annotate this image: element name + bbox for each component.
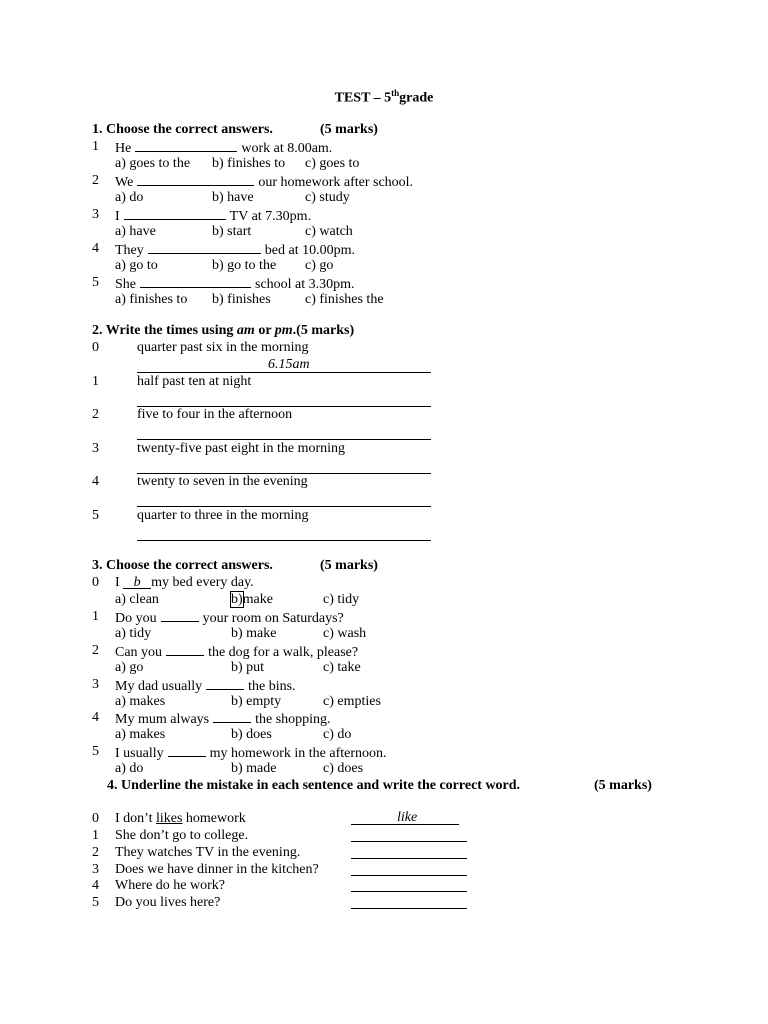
answer-line[interactable]: [137, 525, 431, 541]
option-b[interactable]: b) empty: [231, 693, 282, 709]
option-b[interactable]: b) have: [212, 190, 254, 205]
option-c[interactable]: c) study: [305, 190, 350, 205]
option-a[interactable]: a) do: [115, 190, 144, 205]
answer-blank[interactable]: [148, 240, 261, 254]
section4-marks: (5 marks): [594, 778, 652, 793]
title-text: TEST – 5: [334, 90, 392, 106]
option-c[interactable]: c) finishes the: [305, 292, 384, 307]
option-a[interactable]: a) go: [115, 659, 144, 675]
option-b[interactable]: b) put: [231, 659, 265, 675]
option-c[interactable]: c) goes to: [305, 156, 360, 171]
correction-answer-line[interactable]: [351, 894, 467, 909]
answer-line[interactable]: [137, 424, 431, 440]
section4-example-answer-line: [351, 810, 459, 825]
answer-line[interactable]: [137, 458, 431, 474]
option-b[interactable]: b) made: [231, 761, 277, 777]
option-a[interactable]: a) do: [115, 761, 144, 777]
answer-blank[interactable]: [135, 138, 237, 152]
answer-blank[interactable]: [168, 743, 206, 757]
title-superscript: th: [391, 88, 400, 98]
answer-blank[interactable]: [124, 206, 226, 220]
correction-answer-line[interactable]: [351, 861, 467, 876]
option-b[interactable]: b) make: [231, 626, 277, 641]
answer-line[interactable]: [137, 391, 431, 407]
option-b[interactable]: b) does: [231, 727, 272, 743]
answer-line[interactable]: [137, 357, 431, 373]
option-c[interactable]: c) watch: [305, 224, 353, 239]
option-c[interactable]: c) wash: [323, 626, 367, 641]
section1-heading: 1. Choose the correct answers.: [92, 122, 273, 137]
section3-heading: 3. Choose the correct answers.: [92, 558, 273, 573]
page-title: [0, 88, 768, 107]
option-b[interactable]: b) finishes: [212, 292, 271, 307]
option-a[interactable]: a) makes: [115, 693, 166, 709]
section3-marks: (5 marks): [320, 558, 378, 573]
section2-heading: 2. Write the times using am or pm.(5 marks): [92, 323, 355, 338]
answer-blank[interactable]: [166, 642, 204, 656]
option-a[interactable]: a) makes: [115, 727, 166, 743]
option-b[interactable]: b) start: [212, 224, 252, 239]
section2-marks: (5 marks): [296, 323, 355, 338]
correction-answer-line[interactable]: [351, 827, 467, 842]
option-a[interactable]: a) tidy: [115, 626, 152, 641]
option-c[interactable]: c) go: [305, 258, 334, 273]
correction-answer-line[interactable]: [351, 844, 467, 859]
section4-heading: 4. Underline the mistake in each sentence and write the correct word.: [107, 778, 521, 793]
option-c[interactable]: c) do: [323, 727, 352, 743]
example-answer: b: [123, 574, 151, 589]
answer-blank[interactable]: [206, 676, 244, 690]
correction-answer-line[interactable]: [351, 877, 467, 892]
option-c[interactable]: c) empties: [323, 693, 381, 709]
answer-blank[interactable]: [137, 172, 254, 186]
option-a[interactable]: a) go to: [115, 258, 158, 273]
section1-marks: (5 marks): [320, 122, 378, 137]
example-correct-word: like: [397, 810, 418, 825]
option-b[interactable]: b) finishes to: [212, 156, 286, 171]
option-c[interactable]: c) does: [323, 761, 364, 777]
option-c[interactable]: c) take: [323, 659, 361, 675]
option-a[interactable]: a) have: [115, 224, 156, 239]
underlined-mistake: likes: [155, 811, 183, 826]
answer-blank[interactable]: [161, 608, 199, 622]
option-b[interactable]: b) go to the: [212, 258, 277, 273]
answer-blank[interactable]: [140, 274, 251, 288]
answer-line[interactable]: [137, 491, 431, 507]
selected-option-box: b): [231, 592, 243, 607]
worksheet-page: TEST – 5thgrade 1. Choose the correct answers. (5 marks) 1 He work at 8.00am. a) goes to the b) finishes to c) goes to 2 We our homework after school. a) do b) have c) study 3 I TV at 7.30pm. a) have b) start c) watch 4 They bed at 10.00pm. a) go to b) go to the c) go 5 She school at 3.30pm. a) finishes to b) finishes c) finishes the 2. Write the times using am or pm.(5 marks) 0 quarter past six in the morning 6.15am 1 half past ten at night 2 five to four in the afternoon 3 twenty-five past eight in the morning 4 twenty to seven in the evening 5 quarter to three in the morning 3. Choose the correct answers. (5 marks) 0 I b my bed every day. a) clean b)make c) tidy 1 Do you your room on Saturdays? a) tidy b) make c) wash 2 Can you the dog for a walk, please? a) go b) put c) take 3 My dad usually the bins. a) makes b) empty c) empties 4 My mum always the shopping. a) makes b) does c) do 5 I usually my homework in the afternoon. a) do b) made c) does 4. Underline the mistake in each sentence and write the correct word. (5 marks) 0 I don’t likes homework like 1 She don’t go to college. 2 They watches TV in the evening. 3 Does we have dinner in the kitchen? 4 Where do he work? 5 Do you lives here?: [0, 0, 768, 1024]
option-a[interactable]: a) finishes to: [115, 292, 188, 307]
title-suffix: grade: [399, 90, 434, 106]
answer-blank[interactable]: [213, 709, 251, 723]
option-a[interactable]: a) goes to the: [115, 156, 191, 171]
example-time-answer: 6.15am: [268, 357, 310, 372]
